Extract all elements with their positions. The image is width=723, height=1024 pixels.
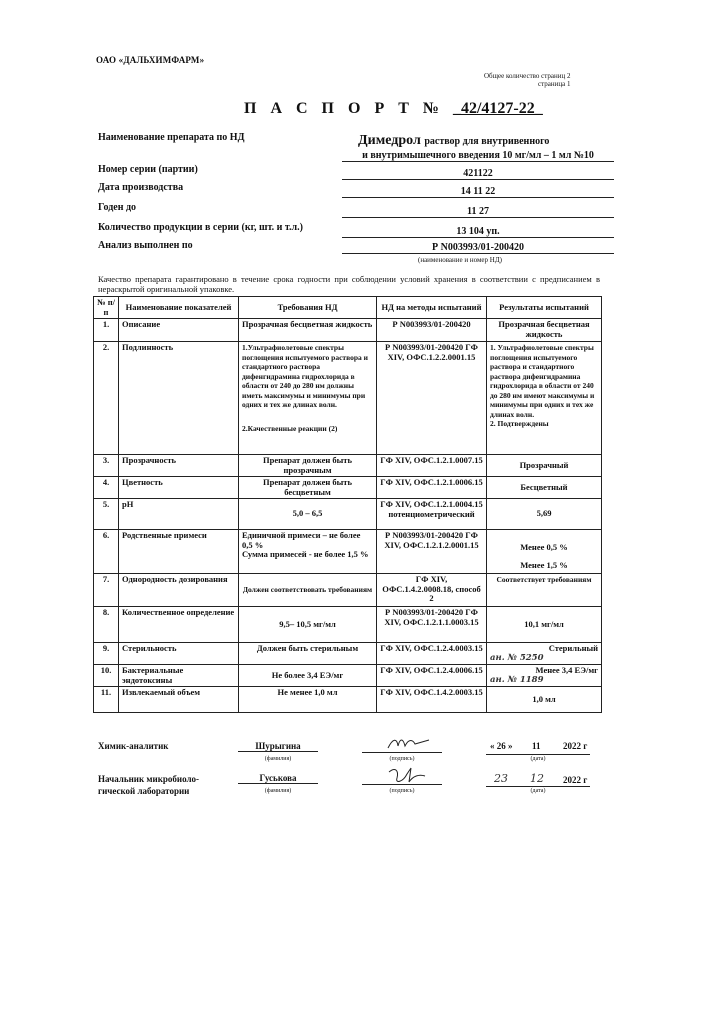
row-method: ГФ XIV, ОФС.1.2.4.0006.15	[377, 665, 487, 687]
head-signature-caption: (подпись)	[389, 788, 415, 794]
head-role-line1: Начальник микробиоло-	[98, 774, 200, 784]
result-part2: 2. Подтверждены	[490, 419, 549, 428]
row-method: Р N003993/01-200420 ГФ XIV, ОФС.1.2.2.0001.15	[377, 342, 487, 455]
head-name: Гуськова	[238, 773, 318, 784]
chemist-day: « 26 »	[490, 741, 513, 751]
head-month: 12	[530, 772, 544, 785]
head-year: 2022 г	[563, 775, 588, 785]
date-value: 14 11 22	[342, 186, 614, 198]
pages-total: Общее количество страниц 2	[484, 72, 571, 80]
chemist-surname-caption: (фамилия)	[264, 756, 292, 762]
row-method: Р N003993/01-200420 ГФ XIV, ОФС.1.2.1.2.0001.15	[377, 530, 487, 574]
series-label: Номер серии (партии)	[98, 164, 198, 175]
table-row	[94, 477, 602, 499]
result-part1: Стерильный	[548, 643, 598, 653]
row-requirement: Препарат должен быть бесцветным	[239, 477, 377, 499]
table-row	[94, 643, 602, 665]
series-value: 421122	[342, 168, 614, 180]
row-method: ГФ XIV, ОФС.1.2.1.0006.15	[377, 477, 487, 499]
row-number: 10.	[94, 665, 119, 687]
table-row	[94, 455, 602, 477]
col-header-number: № п/п	[94, 297, 119, 319]
qty-value: 13 104 уп.	[342, 226, 614, 238]
row-number: 1.	[94, 319, 119, 342]
title-prefix: П А С П О Р Т №	[244, 100, 444, 117]
analysis-value: Р N003993/01-200420	[342, 242, 614, 254]
chemist-signature-caption: (подпись)	[389, 756, 415, 762]
row-method: ГФ XIV, ОФС.1.2.1.0007.15	[377, 455, 487, 477]
analysis-note: (наименование и номер НД)	[418, 256, 502, 264]
table-row	[94, 319, 602, 342]
row-result: Соответствует требованиям	[487, 574, 602, 607]
head-role-line2: гической лаборатории	[98, 786, 190, 796]
chemist-signature	[385, 734, 435, 754]
row-requirement	[239, 342, 377, 455]
table-row	[94, 574, 602, 607]
row-number: 6.	[94, 530, 119, 574]
row-name: Описание	[119, 319, 239, 342]
analysis-label: Анализ выполнен по	[98, 240, 193, 251]
passport-number: _42/4127-22_	[452, 100, 543, 117]
row-result	[487, 530, 602, 574]
valid-value: 11 27	[342, 206, 614, 218]
qty-label: Количество продукции в серии (кг, шт. и т.л.)	[98, 222, 303, 233]
req-part1: Единичной примеси – не более 0,5 %	[242, 530, 361, 550]
row-name: Родственные примеси	[119, 530, 239, 574]
table-row	[94, 342, 602, 455]
head-surname-caption: (фамилия)	[264, 788, 292, 794]
table-row	[94, 499, 602, 530]
chemist-role: Химик-аналитик	[98, 741, 169, 751]
row-name: Стерильность	[119, 643, 239, 665]
page-counter	[484, 72, 571, 88]
head-day: 23	[494, 772, 508, 785]
row-method: ГФ XIV, ОФС.1.2.4.0003.15	[377, 643, 487, 665]
chemist-date-caption: (дата)	[530, 756, 546, 762]
col-header-name: Наименование показателей	[119, 297, 239, 319]
row-number: 3.	[94, 455, 119, 477]
row-result: Прозрачный	[487, 455, 602, 477]
head-date-caption: (дата)	[530, 788, 546, 794]
result-analysis-number: ан. № 5250	[490, 652, 544, 663]
row-requirement: Не более 3,4 ЕЭ/мг	[239, 665, 377, 687]
row-number: 5.	[94, 499, 119, 530]
row-number: 9.	[94, 643, 119, 665]
row-requirement: 5,0 – 6,5	[239, 499, 377, 530]
col-header-requirements: Требования НД	[239, 297, 377, 319]
row-name: Подлинность	[119, 342, 239, 455]
row-requirement: 9,5– 10,5 мг/мл	[239, 607, 377, 643]
result-part1: Менее 3,4 ЕЭ/мг	[535, 665, 598, 675]
row-name: Однородность дозирования	[119, 574, 239, 607]
row-result	[487, 665, 602, 687]
result-part1: 1. Ультрафиолетовые спектры поглощения испытуемого раствора и стандартного раствора дифенгидрамина гидрохлорида в области от 240 до 280 нм имеют максимумы и минимумы при одних и тех же длинах волн.	[490, 343, 595, 419]
head-signature	[385, 764, 430, 788]
row-requirement: Прозрачная бесцветная жидкость	[239, 319, 377, 342]
row-result: 1,0 мл	[487, 687, 602, 713]
row-number: 7.	[94, 574, 119, 607]
row-result	[487, 643, 602, 665]
col-header-methods: НД на методы испытаний	[377, 297, 487, 319]
row-method: ГФ XIV, ОФС.1.2.1.0004.15 потенциометрический	[377, 499, 487, 530]
row-name: Бактериальные эндотоксины	[119, 665, 239, 687]
drug-label: Наименование препарата по НД	[98, 132, 245, 143]
row-result: 5,69	[487, 499, 602, 530]
row-number: 11.	[94, 687, 119, 713]
row-requirement: Должен быть стерильным	[239, 643, 377, 665]
row-method: Р N003993/01-200420 ГФ XIV, ОФС.1.2.1.1.0003.15	[377, 607, 487, 643]
table-row	[94, 687, 602, 713]
row-result: Бесцветный	[487, 477, 602, 499]
drug-name	[358, 133, 549, 149]
row-method: ГФ XIV, ОФС.1.4.2.0008.18, способ 2	[377, 574, 487, 607]
table-row	[94, 665, 602, 687]
head-role	[98, 773, 228, 797]
col-header-results: Результаты испытаний	[487, 297, 602, 319]
row-method: ГФ XIV, ОФС.1.4.2.0003.15	[377, 687, 487, 713]
req-part2: Сумма примесей - не более 1,5 %	[242, 549, 369, 559]
req-part2: 2.Качественные реакции (2)	[242, 423, 338, 433]
row-requirement	[239, 530, 377, 574]
row-requirement: Не менее 1,0 мл	[239, 687, 377, 713]
row-name: Цветность	[119, 477, 239, 499]
head-date-line	[486, 786, 590, 787]
row-name: Прозрачность	[119, 455, 239, 477]
row-result: Прозрачная бесцветная жидкость	[487, 319, 602, 342]
chemist-year: 2022 г	[563, 741, 588, 751]
result-analysis-number: ан. № 1189	[490, 674, 544, 685]
row-requirement: Должен соответствовать требованиям	[239, 574, 377, 607]
drug-name-main: Димедрол	[358, 133, 421, 148]
company-name: ОАО «ДАЛЬХИМФАРМ»	[96, 55, 205, 65]
quality-statement: Качество препарата гарантировано в течение срока годности при соблюдении условий хранения в соответствии с предписанием в нераскрытой оригинальной упаковке.	[98, 274, 600, 294]
table-header-row	[94, 297, 602, 319]
table-row	[94, 607, 602, 643]
row-name: рН	[119, 499, 239, 530]
drug-desc2: и внутримышечного введения 10 мг/мл – 1 мл №10	[342, 150, 614, 162]
pages-current: страница 1	[538, 80, 571, 88]
row-number: 8.	[94, 607, 119, 643]
result-part1: Менее 0,5 %	[520, 542, 568, 552]
row-name: Количественное определение	[119, 607, 239, 643]
chemist-date-line	[486, 754, 590, 755]
date-label: Дата производства	[98, 182, 184, 193]
valid-label: Годен до	[98, 202, 137, 213]
row-number: 2.	[94, 342, 119, 455]
row-requirement: Препарат должен быть прозрачным	[239, 455, 377, 477]
row-result	[487, 342, 602, 455]
chemist-name: Шурыгина	[238, 741, 318, 752]
row-name: Извлекаемый объем	[119, 687, 239, 713]
row-method: Р N003993/01-200420	[377, 319, 487, 342]
chemist-month: 11	[532, 741, 541, 751]
row-number: 4.	[94, 477, 119, 499]
result-part2: Менее 1,5 %	[520, 559, 568, 570]
table-row	[94, 530, 602, 574]
row-result: 10,1 мг/мл	[487, 607, 602, 643]
results-table	[93, 296, 602, 713]
passport-title	[244, 100, 543, 118]
drug-desc1: раствор для внутривенного	[424, 136, 550, 147]
req-part1: 1.Ультрафиолетовые спектры поглощения испытуемого раствора и стандартного раствора дифенгидрамина гидрохлорида в области от 240 до 280 нм должны иметь максимумы и минимумы при одних и тех же длинах волн.	[242, 343, 368, 409]
